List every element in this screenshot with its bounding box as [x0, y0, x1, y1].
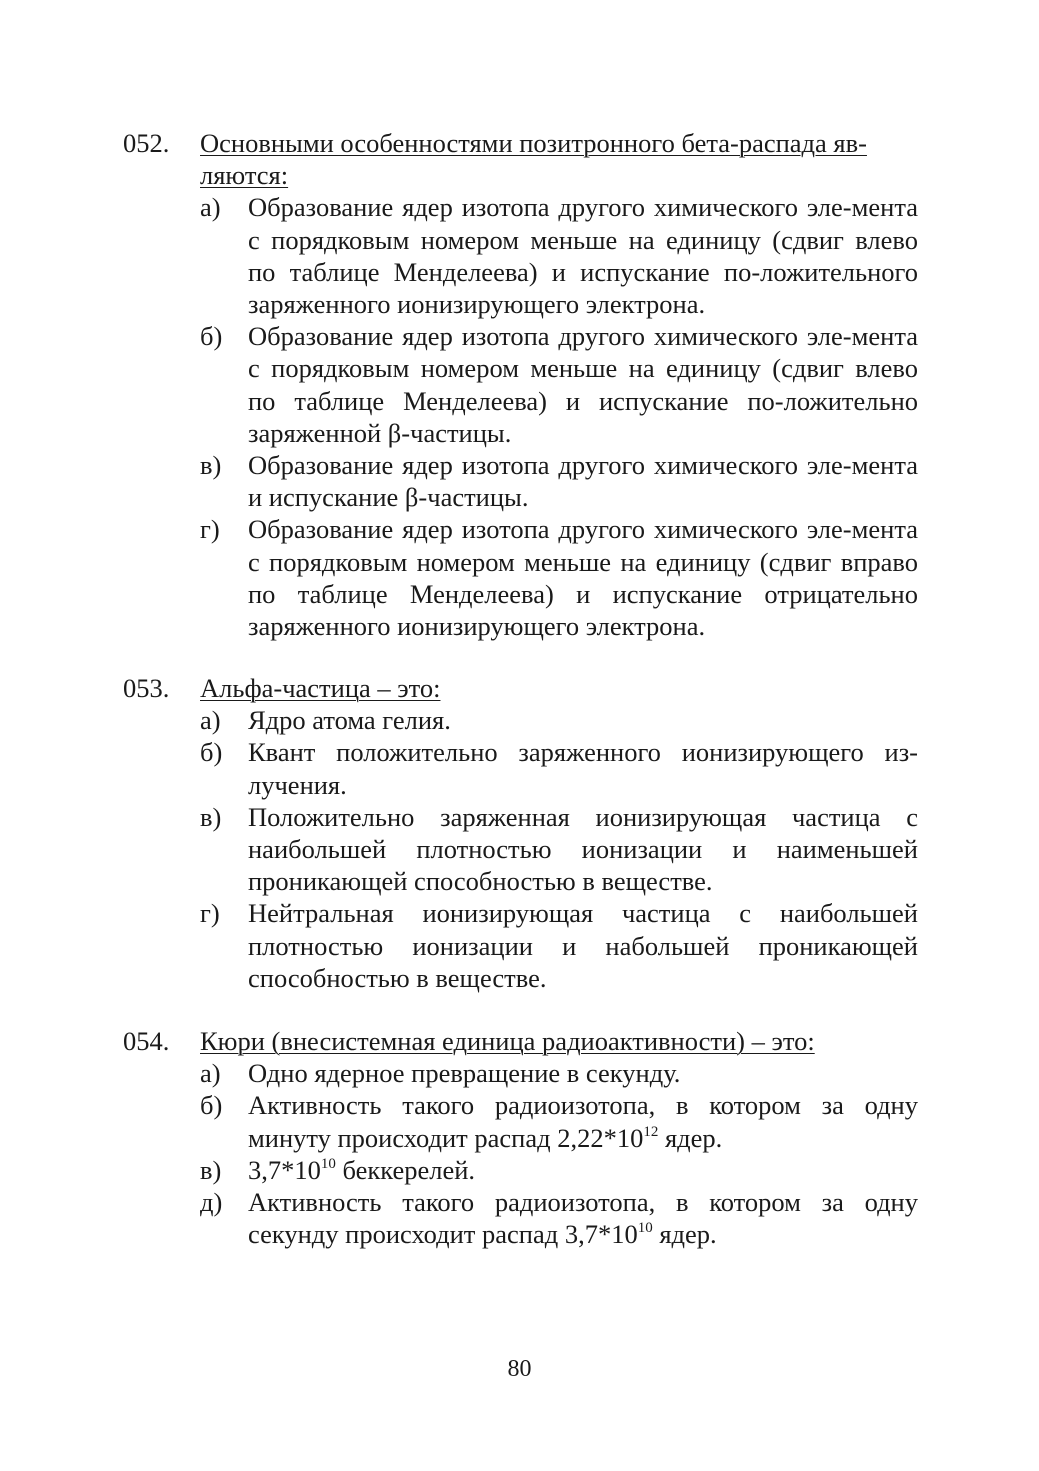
question-header	[123, 672, 918, 704]
exponent: 10	[320, 1155, 336, 1172]
option-letter: г)	[200, 514, 220, 545]
question-053	[123, 672, 918, 994]
option-text-tail: ядер.	[658, 1122, 723, 1153]
answer-option	[200, 1057, 918, 1089]
option-letter: б)	[200, 321, 223, 352]
answer-option	[200, 191, 918, 320]
page-number: 80	[507, 1356, 532, 1382]
option-text: Образование ядер изотопа другого химического эле-мента с порядковым номером меньше на единицу (сдвиг влево по таблице Менделеева) и испускание по-ложительно заряженной β-частицы.	[248, 321, 918, 448]
answer-option	[200, 736, 918, 800]
option-text-main: 3,7*10	[248, 1154, 321, 1185]
answer-options	[123, 704, 918, 994]
question-text: Альфа-частица – это:	[200, 673, 441, 703]
question-header	[123, 1025, 918, 1057]
option-text: Квант положительно заряженного ионизирующего из-лучения.	[248, 737, 918, 800]
answer-option	[200, 801, 918, 898]
answer-option	[200, 897, 918, 994]
option-letter: б)	[200, 1090, 223, 1121]
answer-options	[123, 191, 918, 642]
question-text: Кюри (внесистемная единица радиоактивности) – это:	[200, 1026, 815, 1056]
option-letter: д)	[200, 1187, 223, 1218]
question-054	[123, 1025, 918, 1250]
option-letter: в)	[200, 801, 222, 832]
answer-option	[200, 513, 918, 642]
option-text: Образование ядер изотопа другого химического эле-мента с порядковым номером меньше на единицу (сдвиг влево по таблице Менделеева) и испускание по-ложительного заряженного ионизирующего электрона.	[248, 192, 918, 320]
option-text-tail: ядер.	[652, 1219, 717, 1250]
question-number: 053.	[123, 673, 170, 703]
option-letter: а)	[200, 192, 221, 223]
question-number: 052.	[123, 128, 170, 158]
question-text: Основными особенностями позитронного бета-распада яв-ляются:	[200, 128, 867, 191]
option-text: Одно ядерное превращение в секунду.	[248, 1058, 681, 1089]
question-052	[123, 127, 918, 642]
answer-option	[200, 449, 918, 513]
option-letter: а)	[200, 1058, 221, 1089]
option-text: Образование ядер изотопа другого химического эле-мента с порядковым номером меньше на единицу (сдвиг вправо по таблице Менделеева) и испускание отрицательно заряженного ионизирующего электрона.	[248, 514, 918, 642]
answer-option	[200, 1089, 918, 1153]
option-letter: в)	[200, 1154, 222, 1185]
option-text: Нейтральная ионизирующая частица с наибольшей плотностью ионизации и набольшей проникающей способностью в веществе.	[248, 898, 918, 993]
answer-option	[200, 1154, 918, 1186]
option-letter: а)	[200, 705, 221, 736]
answer-options	[123, 1057, 918, 1250]
option-letter: г)	[200, 898, 220, 929]
option-text: Образование ядер изотопа другого химического эле-мента и испускание β-частицы.	[248, 450, 918, 513]
exponent: 12	[643, 1123, 659, 1140]
answer-option	[200, 320, 918, 449]
option-text	[248, 1154, 918, 1186]
option-text: Ядро атома гелия.	[248, 705, 451, 736]
option-text-main: Активность такого радиоизотопа, в котором за одну секунду происходит распад 3,7*10	[248, 1187, 918, 1250]
option-text	[248, 1186, 918, 1250]
answer-option	[200, 1186, 918, 1250]
option-text	[248, 1089, 918, 1153]
question-number: 054.	[123, 1026, 170, 1056]
exponent: 10	[637, 1220, 653, 1237]
option-text-tail: беккерелей.	[335, 1154, 476, 1185]
question-header	[123, 127, 918, 191]
option-letter: б)	[200, 737, 223, 768]
option-text: Положительно заряженная ионизирующая частица с наибольшей плотностью ионизации и наименьшей проникающей способностью в веществе.	[248, 801, 918, 897]
answer-option	[200, 704, 918, 736]
option-letter: в)	[200, 450, 222, 481]
option-text-main: Активность такого радиоизотопа, в котором за одну минуту происходит распад 2,22*10	[248, 1090, 918, 1153]
